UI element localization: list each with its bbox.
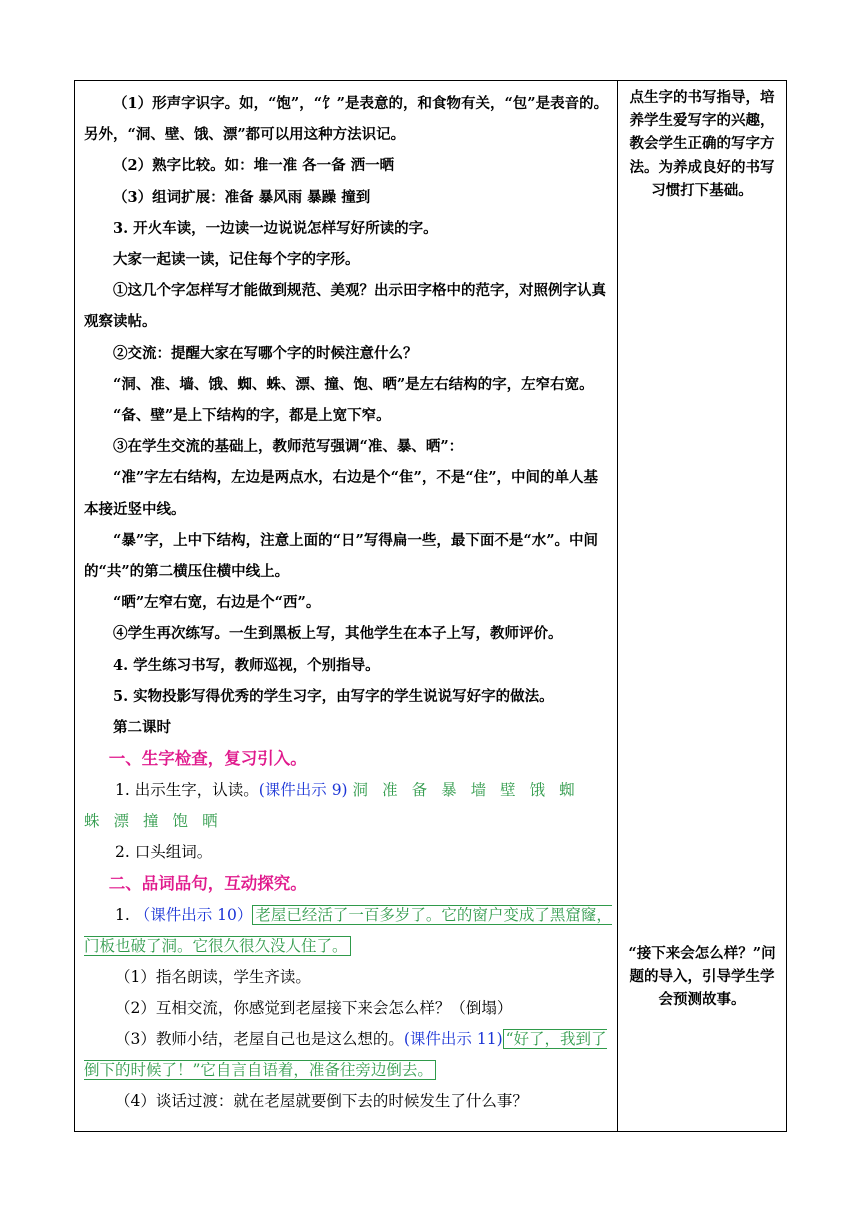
column-divider [617, 80, 618, 1132]
text: 1. 出示生字，认读。 [115, 781, 259, 800]
slide-reference: （课件出示 10） [134, 906, 253, 925]
paragraph: 3. 开火车读，一边读一边说说怎样写好所读的字。 [113, 219, 438, 237]
section-heading: 一、生字检查，复习引入。 [108, 749, 307, 769]
paragraph: （4）谈话过渡：就在老屋就要倒下去的时候发生了什么事？ [115, 1092, 528, 1111]
character: 晒 [202, 812, 218, 831]
paragraph: 5. 实物投影写得优秀的学生习字，由写字的学生说说写好字的做法。 [113, 687, 554, 705]
paragraph: （1）形声字识字。如，“饱”，“饣”是表意的，和食物有关，“包”是表音的。另外，“洞、壁、饿、漂”都可以用这种方法识记。 [84, 95, 609, 144]
character: 壁 [500, 781, 516, 800]
lesson-content [84, 88, 612, 1117]
paragraph [84, 775, 612, 837]
paragraph: （3）组词扩展：准备 暴风雨 暴躁 撞到 [113, 188, 371, 206]
paragraph [84, 900, 612, 962]
paragraph: 2. 口头组词。 [115, 843, 213, 862]
paragraph: ③在学生交流的基础上，教师范写强调“准、暴、晒”： [113, 438, 464, 456]
paragraph: “晒”左窄右宽，右边是个“西”。 [113, 594, 321, 612]
paragraph: ④学生再次练写。一生到黑板上写，其他学生在本子上写，教师评价。 [113, 625, 563, 643]
paragraph: （1）指名朗读，学生齐读。 [115, 968, 311, 987]
paragraph: ②交流：提醒大家在写哪个字的时候注意什么？ [113, 344, 418, 362]
character: 暴 [441, 781, 457, 800]
paragraph: “洞、准、墙、饿、蜘、蛛、漂、撞、饱、晒”是左右结构的字，左窄右宽。 [113, 375, 594, 393]
paragraph: “备、壁”是上下结构的字，都是上宽下窄。 [113, 407, 391, 425]
quoted-text: “好了，我到了倒下的时候了！”它自言自语着，准备往旁边倒去。 [84, 1030, 607, 1080]
side-note: “接下来会怎么样？”问题的导入，引导学生学会预测故事。 [628, 945, 776, 1009]
character: 漂 [113, 812, 130, 831]
character: 饿 [529, 781, 546, 800]
character: 准 [382, 781, 398, 800]
character: 洞 [352, 781, 369, 800]
side-note: 点生字的书写指导，培养学生爱写字的兴趣，教会学生正确的写字方法。为养成良好的书写习惯打下基础。 [629, 89, 775, 199]
character: 备 [411, 781, 428, 800]
text: （3）教师小结，老屋自己也是这么想的。 [115, 1030, 404, 1049]
paragraph: “暴”字，上中下结构，注意上面的“日”写得扁一些，最下面不是“水”。中间的“共”的第二横压住横中线上。 [84, 531, 599, 581]
slide-reference: (课件出示 9) [258, 781, 348, 800]
paragraph: （2）互相交流，你感觉到老屋接下来会怎么样？（倒塌） [115, 999, 513, 1018]
slide-reference: (课件出示 11) [403, 1030, 503, 1049]
quoted-text: 老屋已经活了一百多岁了。它的窗户变成了黑窟窿，门板也破了洞。它很久很久没人住了。 [84, 906, 612, 956]
lesson-subtitle: 第二课时 [113, 719, 171, 737]
paragraph: 大家一起读一读，记住每个字的字形。 [113, 251, 360, 269]
character: 墙 [470, 781, 487, 800]
text: 1. [115, 906, 135, 925]
character: 撞 [143, 812, 159, 831]
paragraph: 4. 学生练习书写，教师巡视，个别指导。 [113, 656, 380, 674]
paragraph: “准”字左右结构，左边是两点水，右边是个“隹”，不是“住”，中间的单人基本接近竖中线。 [84, 469, 599, 518]
section-heading: 二、品词品句，互动探究。 [108, 874, 307, 894]
character: 蜘 [559, 781, 575, 800]
character: 蛛 [84, 812, 100, 831]
paragraph [84, 1024, 612, 1086]
character: 饱 [172, 812, 189, 831]
paragraph: ①这几个字怎样写才能做到规范、美观？出示田字格中的范字，对照例字认真观察读帖。 [84, 282, 606, 331]
paragraph: （2）熟字比较。如：堆一准 各一备 洒一晒 [113, 157, 395, 175]
